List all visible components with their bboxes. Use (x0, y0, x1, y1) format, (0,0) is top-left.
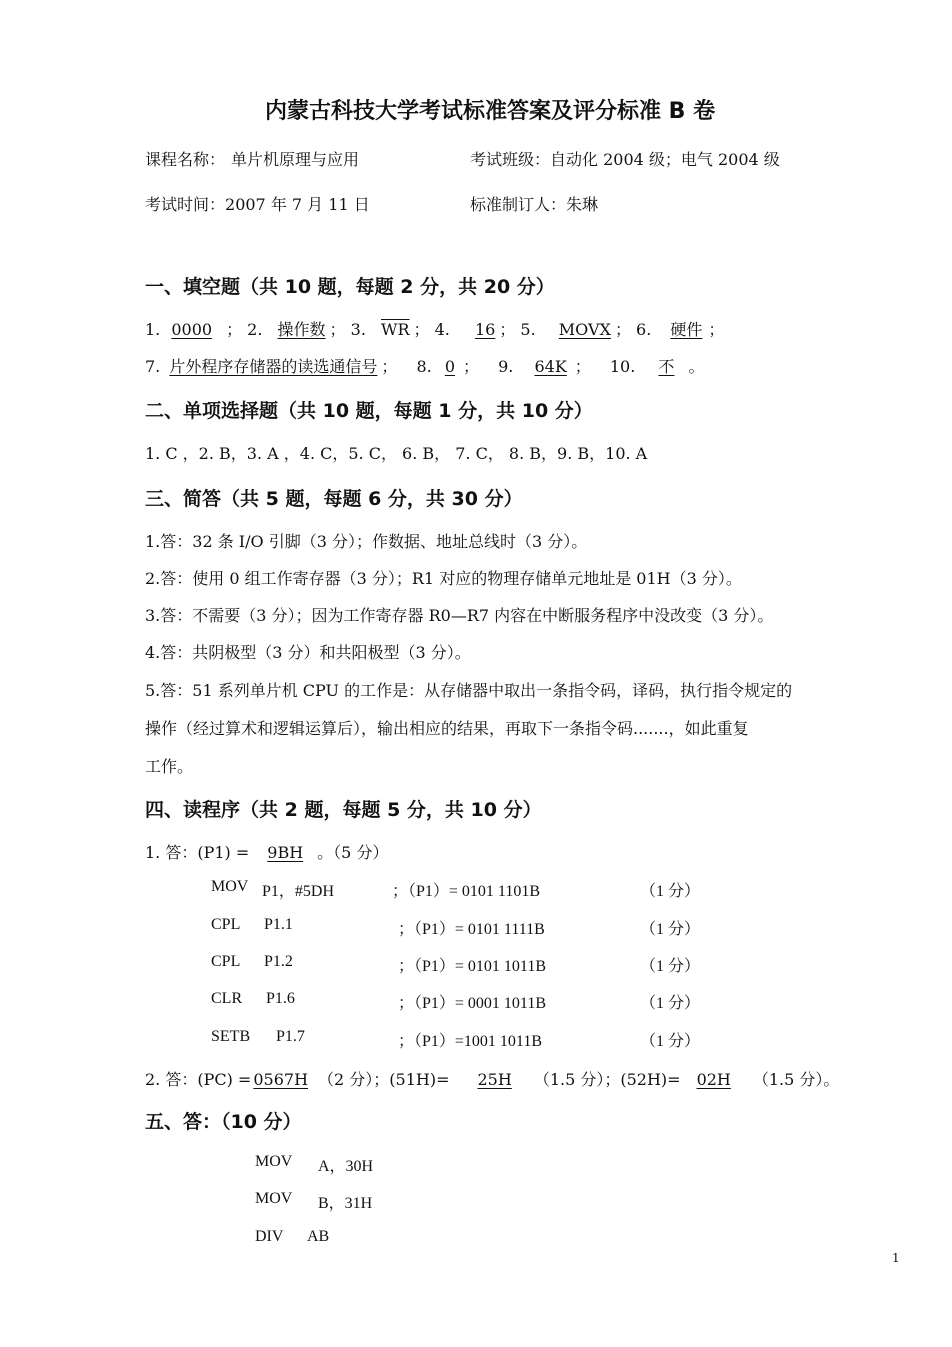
code-arg: P1.6 (266, 990, 295, 1007)
class-line (470, 147, 780, 170)
code-comment: ；（P1）= 0101 1101B (392, 883, 541, 900)
author-line (470, 192, 598, 215)
code-comment: ；（P1）= 0101 1011B (398, 958, 547, 975)
blank-answer: 硬件 (670, 320, 703, 339)
q2-mid-2: （1.5 分）；(52H)= (533, 1070, 681, 1089)
course-value: 单片机原理与应用 (231, 150, 360, 169)
program-q2-answer (145, 1067, 839, 1090)
document-title: 内蒙古科技大学考试标准答案及评分标准 B 卷 (265, 99, 716, 124)
q2-blank-pc: 0567H (253, 1070, 309, 1089)
time-label: 考试时间： (145, 195, 226, 214)
code-arg: P1.2 (264, 953, 293, 970)
blank-answer: 不 (658, 357, 675, 376)
program-q1-answer (145, 840, 388, 863)
section-5-heading: 五、答：（10 分） (145, 1111, 302, 1133)
code-arg: P1.7 (276, 1028, 305, 1045)
section-4-heading: 四、读程序（共 2 题，每题 5 分，共 10 分） (145, 799, 542, 821)
answer-line: 5.答：51 系列单片机 CPU 的工作是：从存储器中取出一条指令码，译码，执行指令规定的 (145, 681, 793, 700)
code-op: SETB (211, 1028, 251, 1045)
code-op: CPL (211, 953, 241, 970)
author-label: 标准制订人： (470, 195, 567, 214)
blank-answer: $\overline{WR}$ (381, 320, 410, 339)
section-2-heading: 二、单项选择题（共 10 题，每题 1 分，共 10 分） (145, 400, 593, 422)
code-op: MOV (255, 1190, 293, 1207)
q2-blank-51h: 25H (477, 1070, 512, 1089)
blank-answer: 0 (444, 357, 456, 376)
item-number: 5. (520, 320, 536, 339)
code-op: MOV (255, 1153, 293, 1170)
section-1-line-2: 7. 片外程序存储器的读选通信号 ； 8. 0 ； 9. 64K ； 10. 不 。 (145, 357, 705, 376)
q1-prefix: 1. 答：(P1) = (145, 843, 250, 862)
code-arg: A，30H (318, 1158, 374, 1175)
code-arg: P1，#5DH (262, 883, 335, 900)
answer-line: 操作（经过算术和逻辑运算后），输出相应的结果，再取下一条指令码.......，如此重复 (145, 719, 749, 738)
code-score: （1 分） (640, 883, 701, 900)
blank-answer: 64K (534, 357, 567, 376)
course-line (145, 147, 359, 170)
code-arg: AB (307, 1228, 330, 1245)
q1-blank: 9BH (267, 843, 304, 862)
time-value: 2007 年 7 月 11 日 (225, 195, 370, 214)
time-line (145, 192, 370, 215)
code-op: CPL (211, 916, 241, 933)
section-1-line-1: 1. 0000 ； 2. 操作数 ； 3. $\overline{WR}$ ； 4. 16 ； 5. MOVX ； 6. 硬件 ； (145, 320, 725, 339)
q1-suffix: 。（5 分） (317, 843, 389, 862)
blank-answer: MOVX (558, 320, 611, 339)
answer-line: 2.答：使用 0 组工作寄存器（3 分）；R1 对应的物理存储单元地址是 01H（3 分）。 (145, 569, 742, 588)
q2-suffix: （1.5 分）。 (752, 1070, 840, 1089)
code-score: （1 分） (640, 958, 701, 975)
section-3-heading: 三、简答（共 5 题，每题 6 分，共 30 分） (145, 488, 523, 510)
item-number: 7. (145, 357, 161, 376)
answer-line: 3.答：不需要（3 分）；因为工作寄存器 R0—R7 内容在中断服务程序中没改变（3 分）。 (145, 606, 774, 625)
section-2-answers: 1. C ，2. B，3. A ，4. C，5. C， 6. B， 7. C， 8. B，9. B，10. A (145, 444, 648, 463)
item-number: 8. (416, 357, 432, 376)
code-op: DIV (255, 1228, 284, 1245)
blank-answer: 片外程序存储器的读选通信号 (169, 357, 378, 376)
course-label: 课程名称： (145, 150, 226, 169)
answer-line: 1.答：32 条 I/O 引脚（3 分）；作数据、地址总线时（3 分）。 (145, 532, 588, 551)
section-1-heading: 一、填空题（共 10 题，每题 2 分，共 20 分） (145, 276, 555, 298)
code-op: MOV (211, 878, 249, 895)
page-number: 1 (892, 1251, 900, 1265)
answer-line: 4.答：共阴极型（3 分）和共阳极型（3 分）。 (145, 643, 471, 662)
code-arg: B，31H (318, 1195, 373, 1212)
code-score: （1 分） (640, 921, 701, 938)
answer-line: 工作。 (145, 757, 194, 776)
code-arg: P1.1 (264, 916, 293, 933)
item-number: 2. (247, 320, 263, 339)
code-op: CLR (211, 990, 243, 1007)
class-label: 考试班级： (470, 150, 551, 169)
blank-answer: 操作数 (277, 320, 326, 339)
class-value: 自动化 2004 级；电气 2004 级 (550, 150, 780, 169)
code-comment: ；（P1）=1001 1011B (398, 1033, 543, 1050)
code-comment: ；（P1）= 0101 1111B (398, 921, 545, 938)
item-number: 6. (636, 320, 652, 339)
item-number: 9. (498, 357, 514, 376)
author-value: 朱琳 (566, 195, 599, 214)
q2-blank-52h: 02H (696, 1070, 731, 1089)
code-score: （1 分） (640, 1033, 701, 1050)
item-number: 1. (145, 320, 161, 339)
item-number: 4. (434, 320, 450, 339)
code-score: （1 分） (640, 995, 701, 1012)
q2-mid-1: （2 分）；(51H)= (318, 1070, 450, 1089)
q2-prefix: 2. 答：(PC) = (145, 1070, 252, 1089)
blank-answer: 0000 (171, 320, 213, 339)
item-number: 3. (350, 320, 366, 339)
item-number: 10. (609, 357, 636, 376)
code-comment: ；（P1）= 0001 1011B (398, 995, 547, 1012)
blank-answer: 16 (474, 320, 496, 339)
